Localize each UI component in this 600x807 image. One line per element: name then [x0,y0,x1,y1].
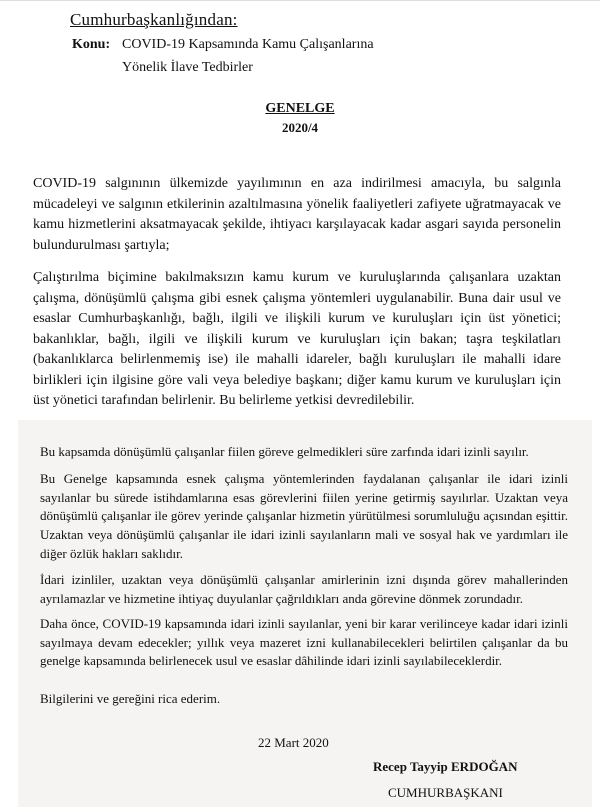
sender: Cumhurbaşkanlığından: [70,10,238,29]
paragraph-5: İdari izinliler, uzaktan veya dönüşümlü çalışanlar amirlerinin izni dışında görev mahallerinden ayrılamazlar ve hizmetine ihtiyaç duyulanlar çağrıldıkları anda görevine dönmek zorundadır. [40,572,568,606]
paragraph-6: Daha önce, COVID-19 kapsamında idari izinli sayılanlar, yeni bir karar verilinceye kadar idari izinli sayılmaya devam edecekler; yıllık veya mazeret izni kullanabilecekleri belirtilen çalışanlar da bu genelge kapsamında belirlenecek usul ve esaslar dâhilinde idari izinli sayılabileceklerdir. [40,616,568,669]
document-heading: GENELGE [265,101,335,116]
top-border [0,0,600,1]
document-number: 2020/4 [281,120,319,135]
signer-name: Recep Tayyip ERDOĞAN [373,759,518,774]
document-date: 22 Mart 2020 [258,735,329,750]
subject-line-2: Yönelik İlave Tedbirler [122,60,253,75]
subject-label: Konu: [72,37,111,52]
paragraph-4: Bu Genelge kapsamında esnek çalışma yöntemlerinden faydalanan çalışanlar ile idari izinli sayılanlar bu sürede istihdamlarına esas görevlerini fiilen yerine getirmiş sayılırlar. Uzaktan veya dönüşümlü çalışanlar ile görev yerinde çalışanlar hizmetin yürütülmesi sorumluluğu açısından eşittir. Uzaktan veya dönüşümlü çalışanlar ile idari izinli sayılanların mali ve sosyal hak ve yardımları ile diğer özlük hakları saklıdır. [40,471,568,561]
subject-line-1: COVID-19 Kapsamında Kamu Çalışanlarına [122,37,374,52]
signer-title: CUMHURBAŞKANI [388,785,503,800]
paragraph-3: Bu kapsamda dönüşümlü çalışanlar fiilen göreve gelmedikleri süre zarfında idari izinli sayılır. [40,444,529,459]
paragraph-7: Bilgilerini ve gereğini rica ederim. [40,691,221,706]
paragraph-1: COVID-19 salgınının ülkemizde yayılımının en aza indirilmesi amacıyla, bu salgınla mücadeleyi ve salgının etkilerinin azaltılmasına yönelik faaliyetleri zafiyete uğratmayacak ve kamu hizmetlerini aksatmayacak şekilde, ihtiyacı karşılayacak kadar asgari sayıda personelin bulundurulması şartıyla; [33,176,561,253]
paragraph-2: Çalıştırılma biçimine bakılmaksızın kamu kurum ve kuruluşlarında çalışanlara uzaktan çalışma, dönüşümlü çalışma gibi esnek çalışma yöntemleri uygulanabilir. Buna dair usul ve esaslar Cumhurbaşkanlığı, bağlı, ilgili ve ilişkili kurum ve kuruluşları için üst yönetici; bakanlıklar, bağlı, ilgili ve ilişkili kurum ve kuruluşları için bakan; taşra teşkilatları (bakanlıklarca belirlenmemiş ise) ile mahalli idareler, bağlı kuruluşları ile mahalli idare birlikleri için ilgisine göre vali veya belediye başkanı; diğer kamu kurum ve kuruluşları için üst yönetici tarafından belirlenir. Bu belirleme yetkisi devredilebilir. [33,270,561,408]
